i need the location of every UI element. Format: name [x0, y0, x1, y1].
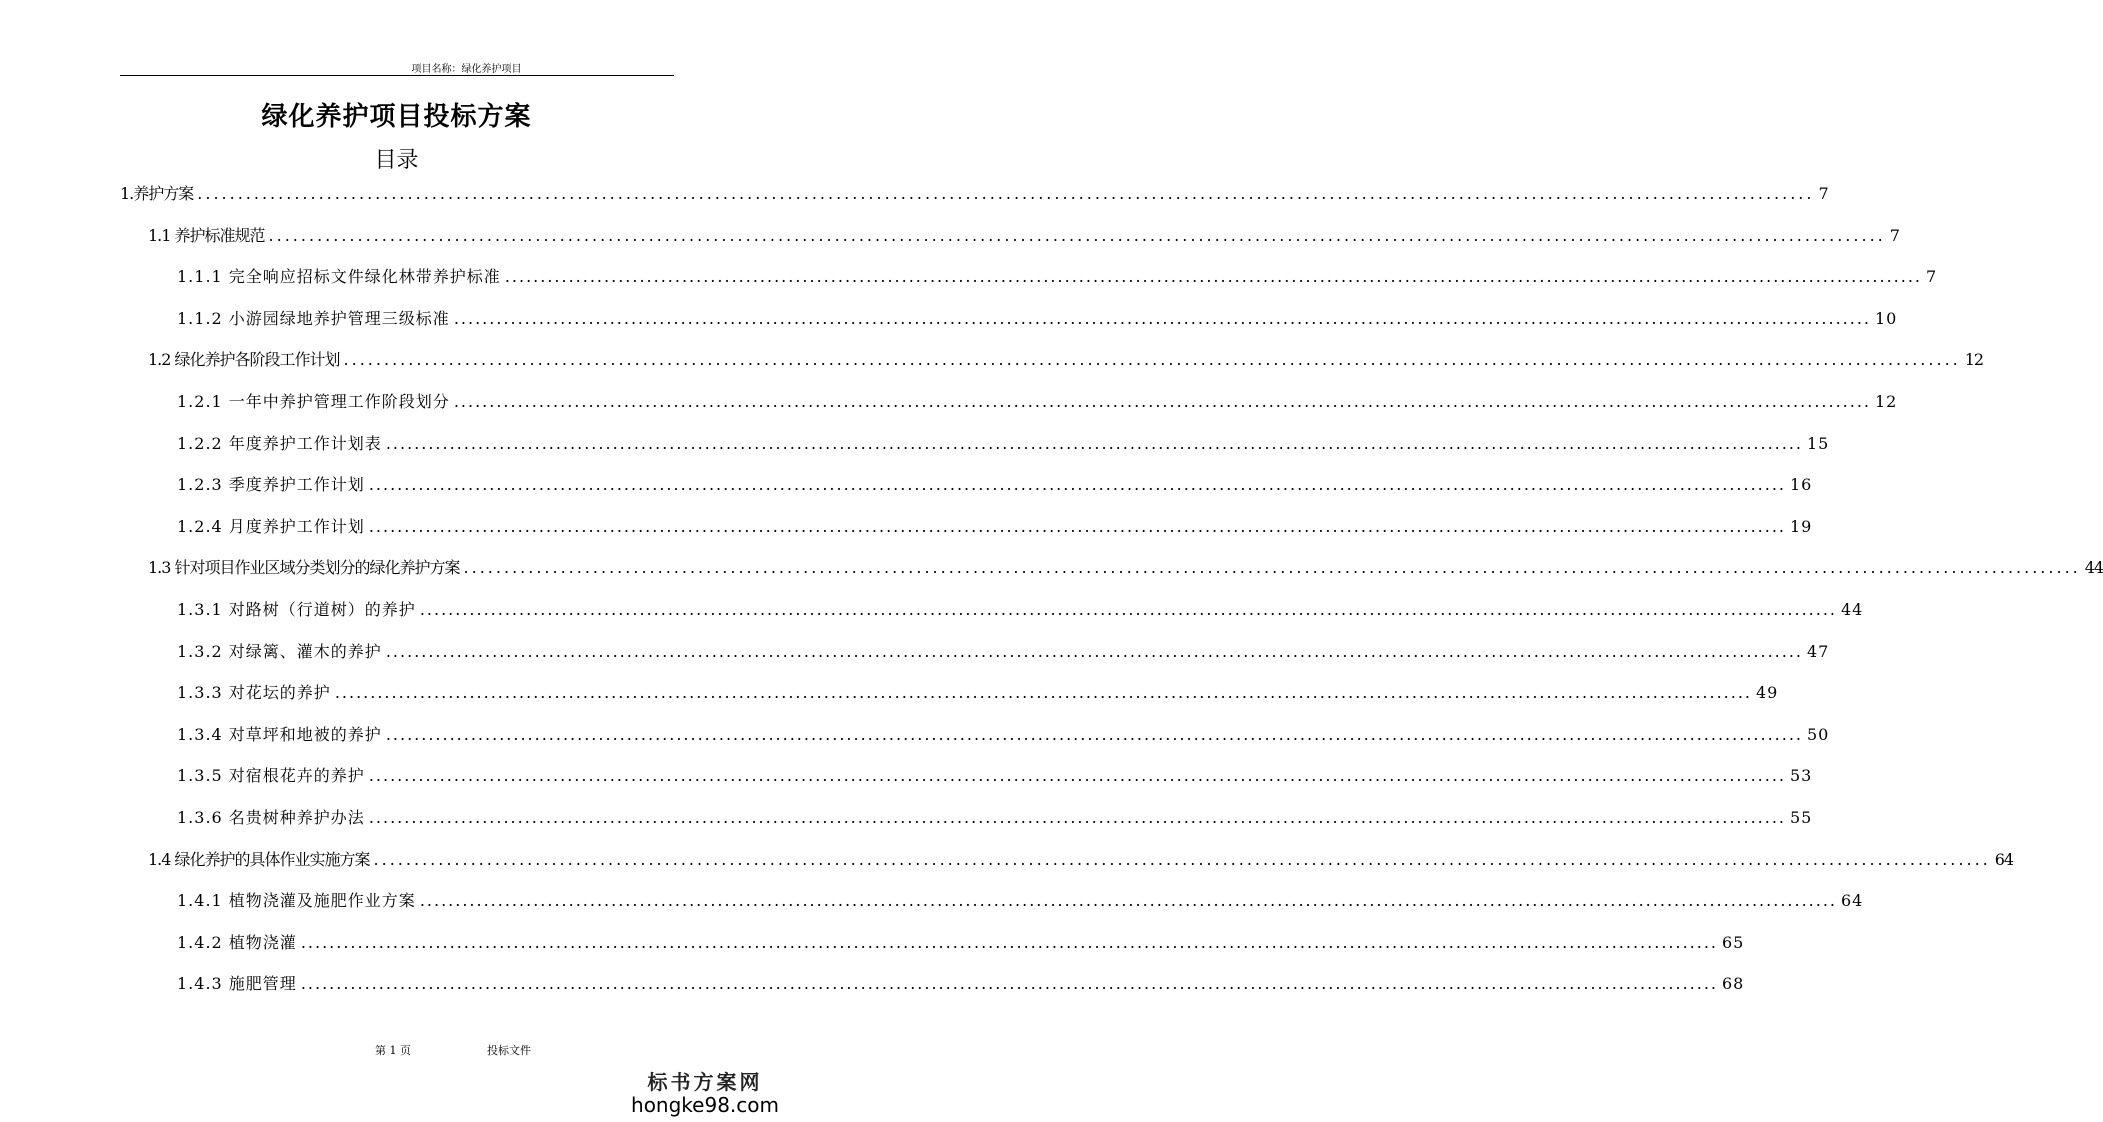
toc-entry-page: 53 [1790, 766, 1813, 786]
toc-entry-page: 7 [1818, 184, 1828, 203]
toc-entry[interactable] [177, 264, 1938, 292]
watermark-logo-text: 标书方案网 [647, 1070, 763, 1094]
toc-leader-dots: ........................................................................................................................................................................................................ [300, 932, 1718, 952]
toc-entry-label: 1.3.4 对草坪和地被的养护 [177, 724, 382, 744]
toc-entry-label: 1.2.1 一年中养护管理工作阶段划分 [177, 392, 450, 411]
toc-entry-label: 1.2.4 月度养护工作计划 [177, 516, 365, 536]
toc-entry[interactable] [177, 805, 1813, 833]
toc-entry-label: 1.2.2 年度养护工作计划表 [177, 433, 382, 453]
toc-entry[interactable] [177, 597, 1864, 625]
toc-leader-dots: ........................................................................................................................................................................................................ [453, 308, 1871, 328]
toc-entry-page: 7 [1889, 225, 1899, 245]
document-title: 绿化养护项目投标方案 [261, 102, 532, 132]
toc-entry[interactable] [177, 514, 1813, 542]
toc-entry-page: 64 [1994, 849, 2014, 869]
toc-entry[interactable] [177, 431, 1830, 459]
toc-entry[interactable] [177, 930, 1745, 958]
site-watermark [631, 1066, 779, 1117]
toc-leader-dots: ........................................................................................................................................................................................................ [373, 849, 1991, 869]
toc-entry-label: 1.3.3 对花坛的养护 [177, 683, 331, 703]
toc-leader-dots: ........................................................................................................................................................................................................ [300, 974, 1718, 994]
toc-entry-label: 1.1.2 小游园绿地养护管理三级标准 [177, 308, 450, 328]
toc-entry-label: 1.1 养护标准规范 [148, 225, 265, 245]
toc-entry-page: 47 [1807, 641, 1830, 661]
toc-leader-dots: ........................................................................................................................................................................................................ [504, 267, 1922, 287]
toc-leader-dots: ........................................................................................................................................................................................................ [197, 184, 1815, 203]
toc-entry-page: 7 [1926, 267, 1938, 287]
toc-entry-page: 10 [1875, 308, 1898, 328]
toc-entry[interactable] [177, 306, 1898, 334]
toc-leader-dots: ........................................................................................................................................................................................................ [368, 475, 1786, 495]
watermark-url: hongke98.com [631, 1093, 779, 1117]
toc-entry[interactable] [177, 472, 1813, 500]
toc-leader-dots: ........................................................................................................................................................................................................ [453, 392, 1871, 411]
toc-leader-dots: ........................................................................................................................................................................................................ [463, 558, 2081, 578]
toc-entry-page: 44 [1841, 600, 1864, 619]
toc-entry-page: 64 [1841, 891, 1864, 911]
toc-entry[interactable] [148, 555, 2103, 583]
toc-heading: 目录 [374, 148, 419, 173]
toc-entry-label: 1.2 绿化养护各阶段工作计划 [148, 350, 340, 370]
toc-entry[interactable] [177, 722, 1830, 750]
toc-leader-dots: ........................................................................................................................................................................................................ [334, 683, 1752, 703]
toc-leader-dots: ........................................................................................................................................................................................................ [368, 766, 1786, 786]
toc-entry-page: 19 [1790, 516, 1813, 536]
toc-leader-dots: ........................................................................................................................................................................................................ [368, 808, 1786, 827]
toc-entry-page: 12 [1875, 392, 1898, 411]
toc-leader-dots: ........................................................................................................................................................................................................ [343, 350, 1961, 370]
toc-entry-page: 15 [1807, 433, 1830, 453]
toc-entry-label: 1.3.5 对宿根花卉的养护 [177, 766, 365, 786]
toc-entry-label: 1.3 针对项目作业区域分类划分的绿化养护方案 [148, 558, 460, 578]
toc-entry-label: 1.4.1 植物浇灌及施肥作业方案 [177, 891, 416, 911]
toc-entry[interactable] [177, 763, 1813, 791]
toc-entry-label: 1.2.3 季度养护工作计划 [177, 475, 365, 495]
toc-leader-dots: ........................................................................................................................................................................................................ [368, 516, 1786, 536]
toc-entry-page: 16 [1790, 475, 1813, 495]
toc-leader-dots: ........................................................................................................................................................................................................ [385, 724, 1803, 744]
toc-entry[interactable] [177, 680, 1779, 708]
toc-entry-page: 55 [1790, 808, 1813, 827]
toc-entry-label: 1.3.1 对路树（行道树）的养护 [177, 600, 416, 619]
toc-entry[interactable] [148, 347, 1984, 375]
toc-leader-dots: ........................................................................................................................................................................................................ [385, 641, 1803, 661]
toc-leader-dots: ........................................................................................................................................................................................................ [419, 891, 1837, 911]
footer-document-label: 投标文件 [487, 1044, 531, 1057]
toc-entry-label: 1.4.3 施肥管理 [177, 974, 297, 994]
toc-entry-page: 12 [1964, 350, 1984, 370]
toc-entry[interactable] [120, 181, 1828, 209]
toc-entry-label: 1.3.6 名贵树种养护办法 [177, 808, 365, 827]
toc-entry-page: 68 [1722, 974, 1745, 994]
toc-entry-page: 65 [1722, 932, 1745, 952]
toc-entry[interactable] [148, 847, 2014, 875]
toc-entry[interactable] [177, 888, 1864, 916]
toc-entry-page: 49 [1756, 683, 1779, 703]
toc-entry-label: 1.3.2 对绿篱、灌木的养护 [177, 641, 382, 661]
toc-entry[interactable] [148, 223, 1899, 251]
toc-leader-dots: ........................................................................................................................................................................................................ [385, 433, 1803, 453]
toc-entry-label: 1.4 绿化养护的具体作业实施方案 [148, 849, 370, 869]
toc-entry[interactable] [177, 971, 1745, 999]
toc-entry-label: 1.1.1 完全响应招标文件绿化林带养护标准 [177, 267, 501, 287]
toc-entry-page: 50 [1807, 724, 1830, 744]
header-rule [120, 75, 674, 76]
toc-leader-dots: ........................................................................................................................................................................................................ [268, 225, 1886, 245]
toc-entry[interactable] [177, 389, 1898, 417]
toc-entry-label: 1.养护方案 [120, 184, 194, 203]
footer-page-number: 第 1 页 [375, 1044, 411, 1057]
toc-entry[interactable] [177, 639, 1830, 667]
running-header: 项目名称：绿化养护项目 [411, 64, 522, 75]
toc-leader-dots: ........................................................................................................................................................................................................ [419, 600, 1837, 619]
toc-entry-label: 1.4.2 植物浇灌 [177, 932, 297, 952]
toc-entry-page: 44 [2084, 558, 2103, 578]
